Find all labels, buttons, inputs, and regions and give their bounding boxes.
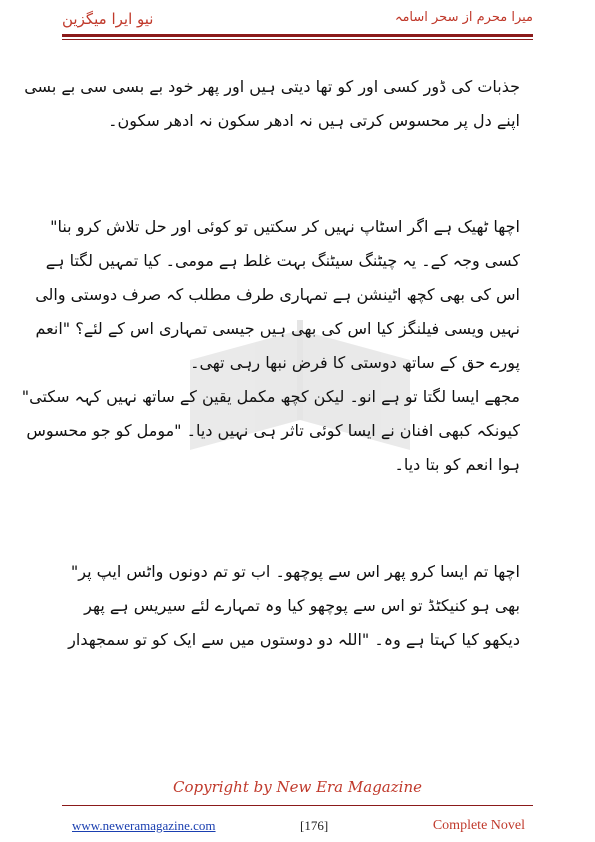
text-line: مجھے ایسا لگتا تو ہے انو۔ لیکن کچھ مکمل یقین کے ساتھ نہیں کہہ سکتی"	[21, 387, 520, 406]
text-line: پورے حق کے ساتھ دوستی کا فرض نبھا رہی تھی۔	[190, 353, 520, 372]
text-line: بھی ہو کنیکٹڈ تو اس سے پوچھو کیا وہ تمہارے لئے سیریس ہے پھر	[84, 596, 520, 615]
paragraph-3	[68, 555, 520, 657]
footer-rule	[62, 805, 533, 806]
text-line: اس کی بھی کچھ اٹینشن ہے تمہاری طرف مطلب کہ صرف دوستی والی	[35, 285, 520, 304]
copyright-notice: Copyright by New Era Magazine	[173, 778, 422, 796]
publication-type: Complete Novel	[432, 818, 525, 833]
text-line: ہوا انعم کو بتا دیا۔	[394, 455, 520, 474]
header-rule-thin	[62, 39, 533, 40]
novel-title-author: میرا محرم از سحر اسامہ	[394, 10, 533, 25]
text-line: نہیں ویسی فیلنگز کیا اس کی بھی ہیں جیسی تمہاری اس کے لئے؟ "انعم	[35, 319, 520, 338]
paragraph-1	[24, 70, 520, 138]
website-link[interactable]: www.neweramagazine.com	[72, 818, 216, 833]
paragraph-2	[21, 210, 520, 482]
text-line: اپنے دل پر محسوس کرتی ہیں نہ ادھر سکون نہ ادھر سکون۔	[108, 111, 520, 130]
page-number: [176]	[300, 818, 329, 833]
text-line: کیونکہ کبھی افنان نے ایسا کوئی تاثر ہی نہیں دیا۔ "مومل کو جو محسوس	[26, 421, 520, 440]
text-line: دیکھو کیا کہتا ہے وہ۔ "اللہ دو دوستوں میں سے ایک کو تو سمجھدار	[68, 630, 520, 649]
text-line: اچھا ٹھیک ہے اگر اسٹاپ نہیں کر سکتیں تو کوئی اور حل تلاش کرو بنا"	[50, 217, 520, 236]
text-line: جذبات کی ڈور کسی اور کو تھا دیتی ہیں اور پھر خود بے بسی سی بے بسی	[24, 77, 520, 96]
header-rule	[62, 34, 533, 37]
magazine-name: نیو ایرا میگزین	[62, 10, 154, 28]
text-line: کسی وجہ کے۔ یہ چیٹنگ سیٹنگ بہت غلط ہے مومی۔ کیا تمہیں لگتا ہے	[45, 251, 520, 270]
text-line: اچھا تم ایسا کرو پھر اس سے پوچھو۔ اب تو تم دونوں واٹس ایپ پر"	[70, 562, 520, 581]
